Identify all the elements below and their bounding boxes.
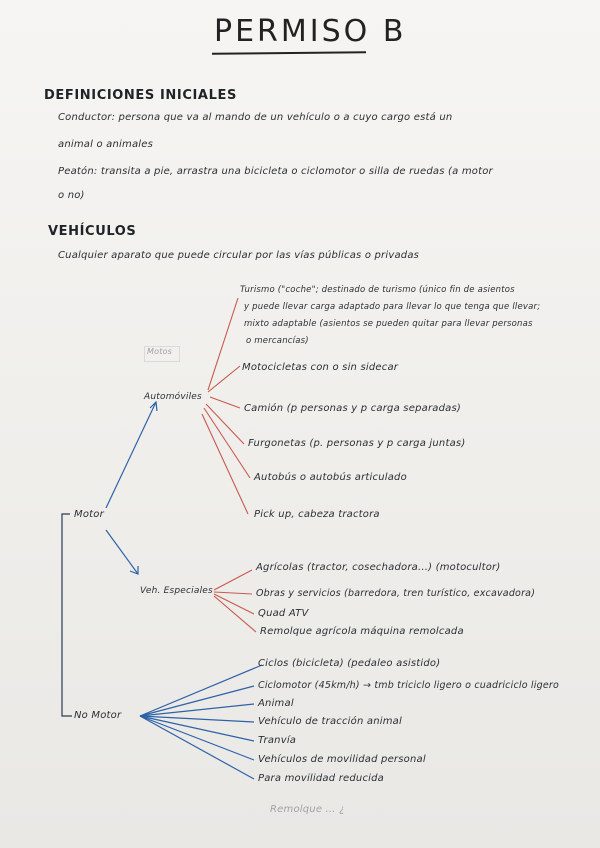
arrow-nomotor-5 (140, 716, 254, 741)
arrow-esp-agricolas (214, 570, 252, 590)
auto-item-motocicletas: Motocicletas con o sin sidecar (242, 362, 399, 373)
arrow-nomotor-2 (140, 686, 254, 716)
arrow-auto-turismo (208, 298, 238, 390)
nomotor-item-ciclomotor: Ciclomotor (45km/h) → tmb triciclo ligero o cuadriciclo ligero (258, 680, 560, 691)
arrow-esp-remolque (214, 596, 256, 632)
auto-item-furgonetas: Furgonetas (p. personas y p carga juntas) (248, 438, 466, 449)
arrow-nomotor-6 (140, 716, 254, 760)
auto-item-turismo-4: o mercancías) (246, 336, 309, 346)
node-motor: Motor (74, 509, 104, 520)
nomotor-item-remolque: Remolque ... ¿ (270, 804, 345, 815)
peaton-line-1: Peatón: transita a pie, arrastra una bicicleta o ciclomotor o silla de ruedas (a motor (58, 166, 493, 177)
auto-item-turismo-1: Turismo ("coche"; destinado de turismo (único fin de asientos (240, 285, 515, 295)
node-automoviles: Automóviles (144, 392, 202, 402)
conductor-line-2: animal o animales (58, 139, 154, 150)
nomotor-item-movilidad-personal: Vehículos de movilidad personal (258, 754, 426, 765)
auto-item-camion: Camión (p personas y p carga separadas) (244, 403, 461, 414)
arrow-motor-especiales (106, 530, 138, 574)
arrow-auto-furgoneta (206, 404, 244, 444)
esp-item-remolque: Remolque agrícola máquina remolcada (260, 626, 464, 637)
vehiculos-definicion: Cualquier aparato que puede circular por las vías públicas o privadas (58, 250, 420, 261)
root-bracket (62, 514, 72, 716)
crossed-note: Motos (147, 347, 172, 356)
esp-item-quad: Quad ATV (258, 608, 309, 619)
conductor-line-1: Conductor: persona que va al mando de un vehículo o a cuyo cargo está un (58, 112, 453, 123)
definiciones-heading: DEFINICIONES INICIALES (44, 88, 237, 103)
nomotor-item-movilidad-reducida: Para movilidad reducida (258, 773, 384, 784)
nomotor-item-ciclos: Ciclos (bicicleta) (pedaleo asistido) (258, 658, 441, 669)
auto-item-turismo-2: y puede llevar carga adaptado para llevar lo que tenga que llevar; (244, 302, 541, 312)
auto-item-turismo-3: mixto adaptable (asientos se pueden quitar para llevar personas (244, 319, 533, 329)
arrow-nomotor-1 (140, 665, 262, 716)
arrow-nomotor-3 (140, 704, 254, 716)
arrow-nomotor-7 (140, 716, 254, 779)
auto-item-autobus: Autobús o autobús articulado (254, 472, 407, 483)
page-title: PERMISO B (214, 14, 407, 49)
nomotor-item-tranvia: Tranvía (258, 735, 297, 746)
arrow-nomotor-4 (140, 716, 254, 722)
arrow-esp-quad (214, 594, 254, 614)
arrow-esp-obras (214, 592, 252, 594)
nomotor-item-animal: Animal (258, 698, 294, 709)
nomotor-item-traccion-animal: Vehículo de tracción animal (258, 716, 402, 727)
esp-item-obras: Obras y servicios (barredora, tren turístico, excavadora) (256, 588, 536, 599)
peaton-line-2: o no) (58, 190, 85, 201)
esp-item-agricolas: Agrícolas (tractor, cosechadora...) (motocultor) (256, 562, 501, 573)
arrow-auto-camion (210, 397, 240, 408)
node-veh-especiales: Veh. Especiales (140, 586, 213, 596)
auto-item-pickup: Pick up, cabeza tractora (254, 509, 380, 520)
vehiculos-heading: VEHÍCULOS (48, 224, 137, 239)
arrow-motor-automoviles (106, 402, 156, 508)
arrow-auto-motos (208, 366, 240, 392)
node-no-motor: No Motor (74, 710, 122, 721)
